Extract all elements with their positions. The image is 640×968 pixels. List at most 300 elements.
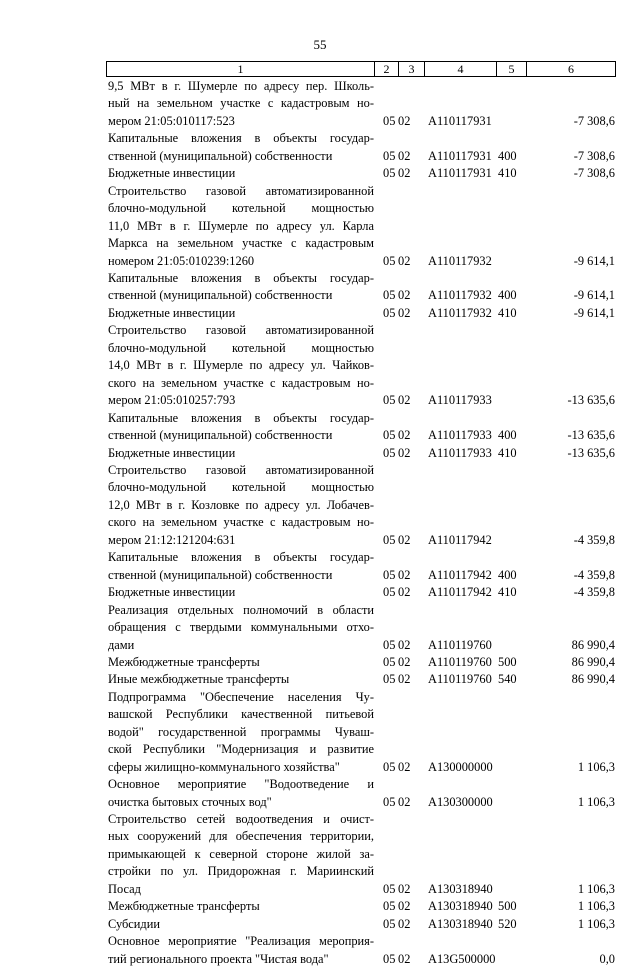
row-section: 05 (383, 916, 396, 931)
table-row (108, 881, 615, 898)
row-section: 05 (383, 428, 396, 443)
row-expense-type: 410 (498, 445, 517, 460)
row-amount: 1 106,3 (577, 759, 615, 774)
row-target-article: А110117931 (428, 113, 492, 128)
row-description: Межбюджетные трансферты (108, 654, 260, 669)
row-target-article (424, 78, 496, 95)
row-description: Бюджетные инвестиции (108, 445, 236, 460)
row-description: ственной (муниципальной) собственности (108, 428, 333, 443)
row-section: 05 (383, 393, 396, 408)
row-subsection (398, 549, 424, 566)
row-expense-type (496, 759, 526, 776)
row-target-article: А110117931 (428, 148, 492, 163)
row-subsection (398, 933, 424, 950)
row-amount: -4 359,8 (573, 585, 615, 600)
row-amount (526, 340, 615, 357)
row-expense-type (496, 933, 526, 950)
row-subsection (398, 689, 424, 706)
row-amount (526, 828, 615, 845)
column-header-row (107, 62, 616, 77)
row-target-article: А110119760 (428, 654, 492, 669)
row-target-article (424, 933, 496, 950)
row-description: Капитальные вложения в объекты государ- (108, 550, 374, 565)
row-section: 05 (383, 654, 396, 669)
row-description: водой" государственной программы Чуваш- (108, 724, 374, 739)
row-amount (526, 776, 615, 793)
row-section (374, 514, 398, 531)
row-subsection (398, 270, 424, 287)
row-description: ственной (муниципальной) собственности (108, 148, 333, 163)
row-amount (526, 741, 615, 758)
row-subsection (398, 183, 424, 200)
column-header-5: 5 (497, 62, 527, 77)
row-subsection (398, 724, 424, 741)
table-row (108, 567, 615, 584)
row-section (374, 811, 398, 828)
row-section (374, 410, 398, 427)
table-row (108, 933, 615, 950)
row-expense-type: 500 (498, 899, 517, 914)
row-expense-type: 400 (498, 567, 517, 582)
table-row (108, 130, 615, 147)
row-section: 05 (383, 253, 396, 268)
row-target-article: А130318940 (428, 916, 493, 931)
row-target-article: А13G500000 (428, 951, 496, 966)
row-expense-type (496, 340, 526, 357)
row-amount: -7 308,6 (573, 166, 615, 181)
row-subsection: 02 (398, 393, 411, 408)
row-target-article (424, 846, 496, 863)
row-target-article (424, 811, 496, 828)
table-row (108, 95, 615, 112)
table-row (108, 584, 615, 601)
row-amount (526, 78, 615, 95)
row-expense-type (496, 357, 526, 374)
row-amount: -13 635,6 (567, 445, 615, 460)
row-target-article (424, 130, 496, 147)
row-expense-type (496, 637, 526, 654)
row-expense-type (496, 78, 526, 95)
row-section (374, 933, 398, 950)
row-section (374, 218, 398, 235)
row-expense-type (496, 462, 526, 479)
table-row (108, 724, 615, 741)
row-amount (526, 322, 615, 339)
table-row (108, 828, 615, 845)
row-description: Основное мероприятие "Водоотведение и (108, 777, 374, 792)
table-row (108, 78, 615, 95)
row-target-article: А110117942 (428, 585, 492, 600)
row-amount (526, 200, 615, 217)
table-row (108, 654, 615, 671)
row-subsection: 02 (398, 794, 411, 809)
table-row (108, 549, 615, 566)
row-section (374, 724, 398, 741)
row-amount (526, 479, 615, 496)
row-amount (526, 724, 615, 741)
row-subsection: 02 (398, 445, 411, 460)
row-target-article (424, 514, 496, 531)
row-subsection (398, 846, 424, 863)
row-amount: 1 106,3 (577, 916, 615, 931)
table-row (108, 689, 615, 706)
table-row (108, 445, 615, 462)
row-target-article (424, 619, 496, 636)
row-description: сферы жилищно-коммунального хозяйства" (108, 759, 340, 774)
row-subsection (398, 235, 424, 252)
row-amount (526, 602, 615, 619)
row-section (374, 549, 398, 566)
row-description: Капитальные вложения в объекты государ- (108, 131, 374, 146)
row-expense-type: 500 (498, 654, 517, 669)
row-section (374, 846, 398, 863)
row-description: Межбюджетные трансферты (108, 899, 260, 914)
row-amount: -13 635,6 (567, 393, 615, 408)
row-amount: 1 106,3 (577, 899, 615, 914)
row-subsection: 02 (398, 532, 411, 547)
row-expense-type (496, 130, 526, 147)
row-expense-type (496, 392, 526, 409)
row-subsection (398, 95, 424, 112)
row-description: блочно-модульной котельной мощностью (108, 340, 374, 355)
table-row (108, 165, 615, 182)
row-expense-type (496, 741, 526, 758)
row-description: дами (108, 637, 135, 652)
table-row (108, 776, 615, 793)
table-row (108, 287, 615, 304)
row-target-article: А130318940 (428, 881, 493, 896)
row-target-article: А110117933 (428, 393, 492, 408)
row-expense-type (496, 881, 526, 898)
row-amount (526, 706, 615, 723)
row-expense-type (496, 549, 526, 566)
row-target-article (424, 497, 496, 514)
row-section: 05 (383, 951, 396, 966)
row-amount: -4 359,8 (573, 532, 615, 547)
row-expense-type (496, 828, 526, 845)
row-section (374, 375, 398, 392)
table-row (108, 148, 615, 165)
row-amount (526, 514, 615, 531)
row-expense-type: 400 (498, 148, 517, 163)
row-amount (526, 689, 615, 706)
row-subsection: 02 (398, 899, 411, 914)
table-row (108, 916, 615, 933)
row-section (374, 357, 398, 374)
row-subsection (398, 218, 424, 235)
row-description: ный на земельном участке с кадастровым но- (108, 96, 374, 111)
row-target-article: А110117932 (428, 305, 492, 320)
row-amount (526, 218, 615, 235)
table-row (108, 514, 615, 531)
row-description: Реализация отдельных полномочий в области (108, 602, 374, 617)
row-amount (526, 270, 615, 287)
row-description: ных сооружений для обеспечения территории, (108, 829, 374, 844)
row-expense-type (496, 113, 526, 130)
row-section: 05 (383, 305, 396, 320)
row-section: 05 (383, 445, 396, 460)
row-subsection: 02 (398, 672, 411, 687)
row-expense-type (496, 619, 526, 636)
row-section: 05 (383, 166, 396, 181)
row-description: номером 21:05:010239:1260 (108, 253, 255, 268)
row-expense-type: 540 (498, 672, 517, 687)
row-subsection: 02 (398, 148, 411, 163)
row-expense-type (496, 322, 526, 339)
row-section: 05 (383, 585, 396, 600)
row-target-article: А110117932 (428, 253, 492, 268)
row-amount: -9 614,1 (573, 288, 615, 303)
row-section (374, 863, 398, 880)
row-description: Маркса на земельном участке с кадастровым (108, 236, 374, 251)
row-subsection (398, 602, 424, 619)
row-amount (526, 357, 615, 374)
row-subsection (398, 357, 424, 374)
row-target-article (424, 602, 496, 619)
row-target-article: А110117931 (428, 166, 492, 181)
row-target-article (424, 706, 496, 723)
row-expense-type (496, 410, 526, 427)
table-row (108, 200, 615, 217)
row-expense-type (496, 253, 526, 270)
table-row (108, 497, 615, 514)
row-target-article: А110117942 (428, 567, 492, 582)
row-description: Подпрограмма "Обеспечение населения Чу- (108, 689, 374, 704)
row-description: мером 21:12:121204:631 (108, 532, 236, 547)
row-section: 05 (383, 899, 396, 914)
page-number: 55 (313, 37, 327, 52)
row-subsection (398, 322, 424, 339)
row-description: Основное мероприятие "Реализация мероприя- (108, 934, 374, 949)
row-target-article (424, 549, 496, 566)
row-description: блочно-модульной котельной мощностью (108, 480, 374, 495)
row-subsection (398, 497, 424, 514)
row-subsection: 02 (398, 637, 411, 652)
row-amount (526, 619, 615, 636)
row-description: Строительство газовой автоматизированной (108, 323, 374, 338)
table-row (108, 759, 615, 776)
column-header-1: 1 (107, 62, 375, 77)
row-amount (526, 863, 615, 880)
row-amount: 86 990,4 (571, 637, 615, 652)
row-target-article: А110119760 (428, 637, 492, 652)
row-expense-type: 410 (498, 585, 517, 600)
row-target-article (424, 183, 496, 200)
row-section: 05 (383, 148, 396, 163)
row-description: 9,5 МВт в г. Шумерле по адресу пер. Школь- (108, 79, 374, 93)
row-expense-type (496, 479, 526, 496)
table-row (108, 270, 615, 287)
row-amount: 86 990,4 (571, 654, 615, 669)
row-subsection (398, 514, 424, 531)
column-header-table (106, 61, 616, 77)
row-description: блочно-модульной котельной мощностью (108, 201, 374, 216)
row-amount (526, 375, 615, 392)
row-subsection (398, 619, 424, 636)
row-amount (526, 95, 615, 112)
row-section (374, 95, 398, 112)
table-row (108, 532, 615, 549)
row-description: 14,0 МВт в г. Шумерле по адресу ул. Чайков- (108, 358, 374, 373)
row-section (374, 741, 398, 758)
row-description: стройки по ул. Придорожная г. Мариинский (108, 864, 374, 879)
row-subsection: 02 (398, 916, 411, 931)
row-subsection (398, 130, 424, 147)
row-section (374, 497, 398, 514)
row-target-article (424, 741, 496, 758)
row-target-article (424, 863, 496, 880)
row-target-article: А130300000 (428, 794, 493, 809)
row-amount: -9 614,1 (573, 305, 615, 320)
table-row (108, 218, 615, 235)
row-target-article (424, 95, 496, 112)
row-amount (526, 462, 615, 479)
row-section (374, 130, 398, 147)
table-row (108, 863, 615, 880)
row-amount (526, 410, 615, 427)
row-description: 11,0 МВт в г. Шумерле по адресу ул. Карла (108, 218, 374, 233)
row-amount: 0,0 (599, 951, 615, 966)
row-subsection (398, 863, 424, 880)
row-section: 05 (383, 881, 396, 896)
row-description: Капитальные вложения в объекты государ- (108, 270, 374, 285)
row-description: ственной (муниципальной) собственности (108, 567, 333, 582)
row-section (374, 602, 398, 619)
row-description: ской Республики "Модернизация и развитие (108, 742, 374, 757)
row-expense-type: 400 (498, 288, 517, 303)
row-amount: 1 106,3 (577, 794, 615, 809)
table-row (108, 898, 615, 915)
row-description: мером 21:05:010257:793 (108, 393, 236, 408)
row-description: Бюджетные инвестиции (108, 305, 236, 320)
row-expense-type: 400 (498, 428, 517, 443)
row-amount (526, 933, 615, 950)
row-description: ского на земельном участке с кадастровым но- (108, 515, 374, 530)
row-amount (526, 183, 615, 200)
table-row (108, 637, 615, 654)
row-expense-type (496, 863, 526, 880)
row-amount (526, 811, 615, 828)
row-description: Иные межбюджетные трансферты (108, 672, 290, 687)
row-section: 05 (383, 567, 396, 582)
table-row (108, 113, 615, 130)
row-expense-type (496, 95, 526, 112)
table-row (108, 846, 615, 863)
row-target-article: А130000000 (428, 759, 493, 774)
row-subsection (398, 706, 424, 723)
table-row (108, 392, 615, 409)
row-expense-type (496, 183, 526, 200)
row-subsection (398, 375, 424, 392)
row-subsection (398, 479, 424, 496)
row-expense-type (496, 514, 526, 531)
row-target-article (424, 375, 496, 392)
row-description: Строительство сетей водоотведения и очист- (108, 812, 374, 827)
row-target-article (424, 340, 496, 357)
row-description: Бюджетные инвестиции (108, 166, 236, 181)
row-target-article (424, 270, 496, 287)
row-subsection (398, 340, 424, 357)
row-description: Бюджетные инвестиции (108, 585, 236, 600)
row-amount (526, 549, 615, 566)
table-row (108, 305, 615, 322)
row-amount: 1 106,3 (577, 881, 615, 896)
row-subsection: 02 (398, 654, 411, 669)
row-expense-type (496, 602, 526, 619)
row-subsection (398, 200, 424, 217)
row-expense-type (496, 724, 526, 741)
row-expense-type (496, 532, 526, 549)
row-description: Строительство газовой автоматизированной (108, 462, 374, 477)
table-row (108, 671, 615, 688)
row-expense-type (496, 706, 526, 723)
row-expense-type: 410 (498, 166, 517, 181)
table-row (108, 357, 615, 374)
row-target-article (424, 357, 496, 374)
row-subsection (398, 78, 424, 95)
row-description: ственной (муниципальной) собственности (108, 288, 333, 303)
row-expense-type (496, 235, 526, 252)
row-subsection (398, 410, 424, 427)
row-section (374, 235, 398, 252)
row-subsection: 02 (398, 288, 411, 303)
row-expense-type (496, 497, 526, 514)
row-section (374, 200, 398, 217)
row-description: примыкающей к северной стороне жилой за- (108, 846, 374, 861)
row-subsection (398, 462, 424, 479)
row-target-article: А130318940 (428, 899, 493, 914)
row-section (374, 689, 398, 706)
row-amount (526, 235, 615, 252)
table-row (108, 479, 615, 496)
row-subsection (398, 828, 424, 845)
row-expense-type (496, 270, 526, 287)
row-target-article (424, 410, 496, 427)
row-description: Посад (108, 881, 141, 896)
row-amount: -9 614,1 (573, 253, 615, 268)
row-expense-type: 520 (498, 916, 517, 931)
row-amount: 86 990,4 (571, 672, 615, 687)
row-expense-type (496, 375, 526, 392)
row-expense-type (496, 794, 526, 811)
row-section: 05 (383, 532, 396, 547)
row-target-article: А110117933 (428, 445, 492, 460)
table-row (108, 794, 615, 811)
row-section (374, 322, 398, 339)
row-expense-type (496, 951, 526, 968)
column-header-2: 2 (375, 62, 399, 77)
row-subsection: 02 (398, 881, 411, 896)
row-target-article (424, 322, 496, 339)
row-expense-type (496, 846, 526, 863)
row-description: Капитальные вложения в объекты государ- (108, 410, 374, 425)
table-row (108, 253, 615, 270)
column-header-3: 3 (399, 62, 425, 77)
table-row (108, 427, 615, 444)
row-section (374, 706, 398, 723)
table-row (108, 741, 615, 758)
row-section (374, 270, 398, 287)
row-target-article (424, 828, 496, 845)
column-header-4: 4 (425, 62, 497, 77)
row-target-article: А110117942 (428, 532, 492, 547)
row-target-article: А110119760 (428, 672, 492, 687)
table-row (108, 951, 615, 968)
row-section (374, 78, 398, 95)
table-row (108, 235, 615, 252)
row-expense-type: 410 (498, 305, 517, 320)
row-amount (526, 130, 615, 147)
